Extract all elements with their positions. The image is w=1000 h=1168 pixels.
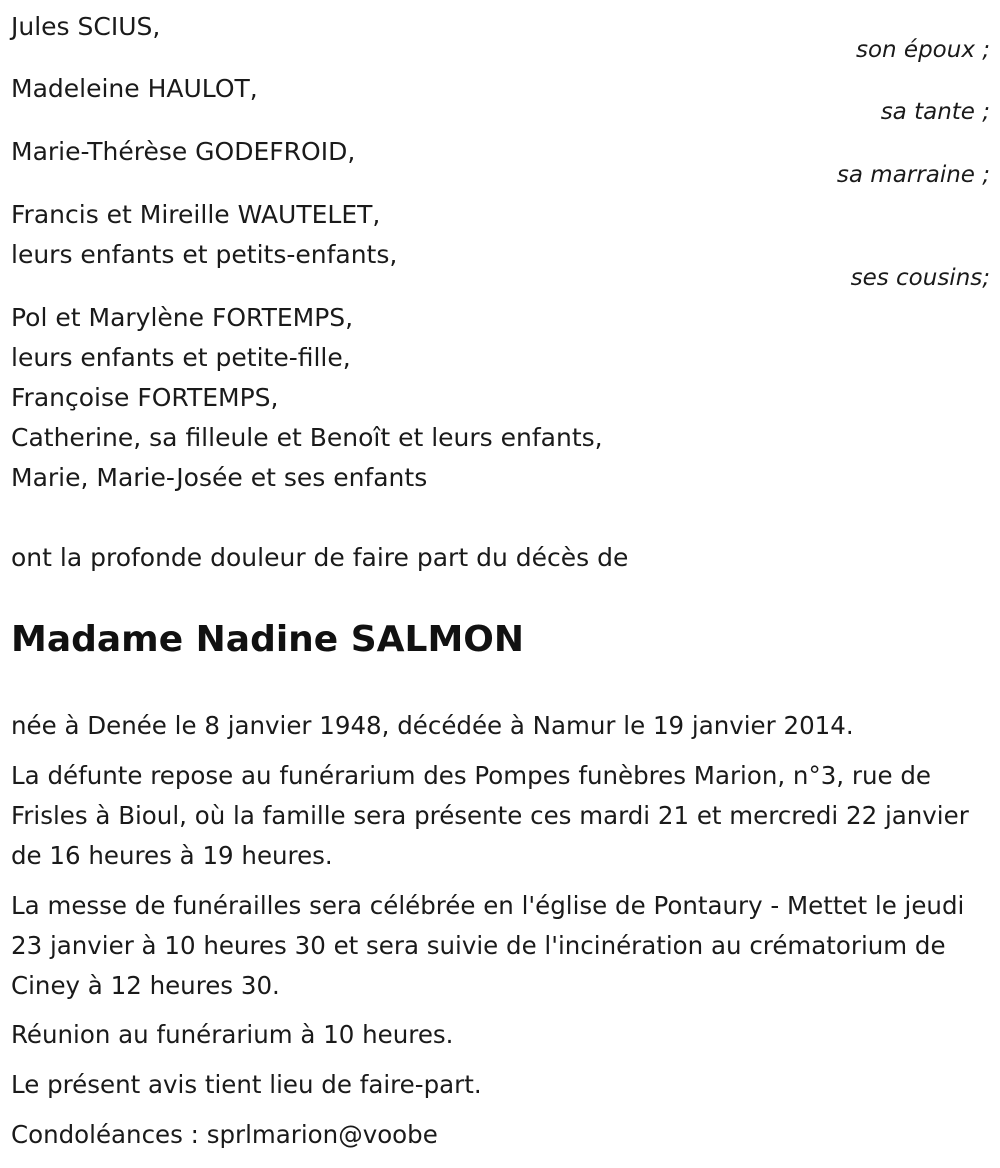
- family-line: leurs enfants et petite-fille,: [11, 343, 351, 372]
- funeral-mass-paragraph: La messe de funérailles sera célébrée en l'église de Pontaury - Mettet le jeudi 23 janvier à 10 heures 30 et sera suivie de l'incinération au crématorium de Ciney à 12 heures 30.: [11, 891, 965, 1000]
- family-line: Françoise FORTEMPS,: [11, 383, 279, 412]
- family-line: Jules SCIUS,: [11, 12, 161, 41]
- relation-label: sa marraine ;: [836, 162, 990, 188]
- family-line: leurs enfants et petits-enfants,: [11, 240, 398, 269]
- notice-paragraph: Le présent avis tient lieu de faire-part.: [11, 1070, 482, 1099]
- relation-label: sa tante ;: [880, 99, 990, 125]
- birth-death-paragraph: née à Denée le 8 janvier 1948, décédée à Namur le 19 janvier 2014.: [11, 711, 854, 740]
- relation-label: ses cousins;: [850, 265, 990, 291]
- condolences-paragraph: Condoléances : sprlmarion@voobe: [11, 1120, 438, 1149]
- deceased-name: Madame Nadine SALMON: [11, 619, 525, 660]
- family-line: Catherine, sa filleule et Benoît et leurs enfants,: [11, 423, 603, 452]
- family-line: Madeleine HAULOT,: [11, 74, 258, 103]
- family-line: Marie, Marie-Josée et ses enfants: [11, 463, 428, 492]
- family-line: Pol et Marylène FORTEMPS,: [11, 303, 354, 332]
- meeting-paragraph: Réunion au funérarium à 10 heures.: [11, 1020, 454, 1049]
- family-line: Francis et Mireille WAUTELET,: [11, 200, 381, 229]
- visitation-paragraph: La défunte repose au funérarium des Pompes funèbres Marion, n°3, rue de Frisles à Bioul, où la famille sera présente ces mardi 21 et mercredi 22 janvier de 16 heures à 19 heures.: [11, 761, 969, 870]
- relation-label: son époux ;: [855, 37, 990, 63]
- announcement-text: ont la profonde douleur de faire part du décès de: [11, 543, 629, 572]
- family-line: Marie-Thérèse GODEFROID,: [11, 137, 356, 166]
